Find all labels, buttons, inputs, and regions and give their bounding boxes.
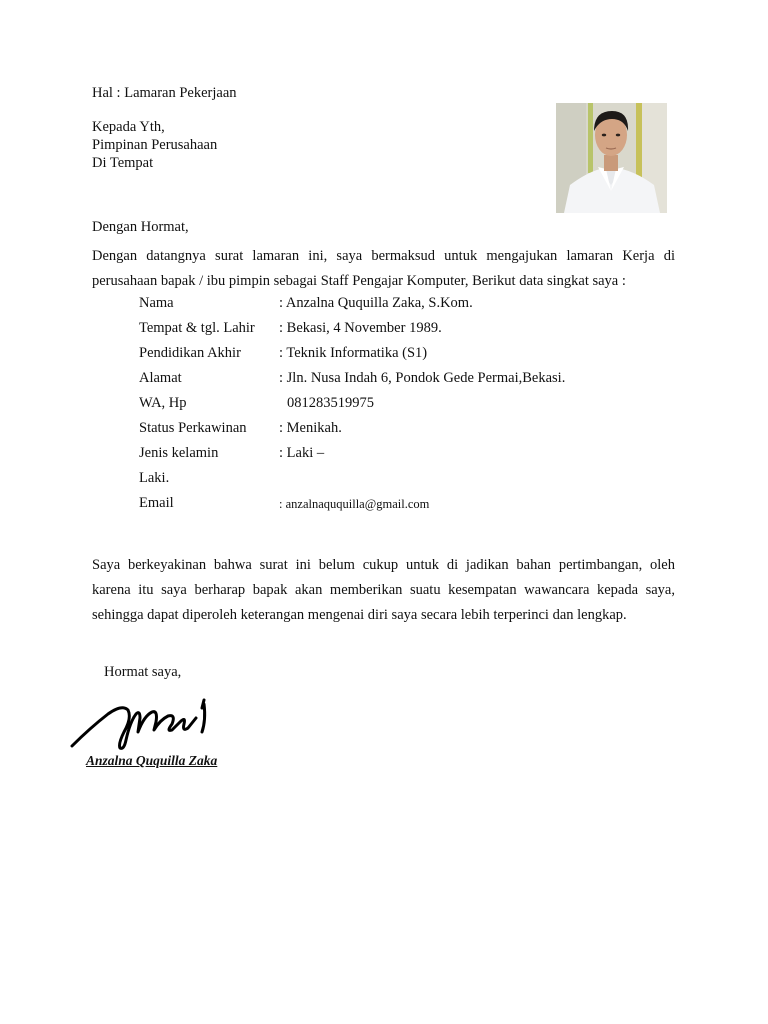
recipient-block [92, 118, 217, 172]
data-label: Alamat [139, 370, 182, 386]
handwritten-signature [68, 692, 218, 754]
data-label: Nama [139, 295, 174, 311]
recipient-line: Pimpinan Perusahaan [92, 137, 218, 153]
closing-line: sehingga dapat diperoleh keterangan mengenai diri saya secara lebih terperinci dan lengkap. [92, 607, 627, 623]
regards: Hormat saya, [104, 664, 182, 680]
data-value: 081283519975 [287, 395, 374, 411]
data-label: Laki. [139, 470, 170, 486]
data-value: : Jln. Nusa Indah 6, Pondok Gede Permai,Bekasi. [279, 370, 566, 386]
salutation: Dengan Hormat, [92, 219, 189, 235]
data-value: : anzalnaququilla@gmail.com [279, 497, 430, 511]
recipient-line: Kepada Yth, [92, 119, 165, 135]
intro-paragraph [92, 244, 675, 294]
letter-subject: Hal : Lamaran Pekerjaan [92, 85, 237, 101]
data-value: : Bekasi, 4 November 1989. [279, 320, 442, 336]
applicant-photo [556, 103, 667, 213]
signature-name: Anzalna Ququilla Zaka [86, 753, 218, 768]
data-label: Jenis kelamin [139, 445, 219, 461]
data-value: : Anzalna Ququilla Zaka, S.Kom. [279, 295, 473, 311]
data-value: : Laki – [279, 445, 325, 461]
data-label: Email [139, 495, 174, 511]
closing-line: karena itu saya berharap bapak akan memberikan suatu kesempatan wawancara kepada saya, [92, 582, 675, 598]
data-label: Pendidikan Akhir [139, 345, 241, 361]
data-value: : Teknik Informatika (S1) [279, 345, 428, 361]
data-label: Tempat & tgl. Lahir [139, 320, 255, 336]
recipient-line: Di Tempat [92, 155, 154, 171]
data-label: Status Perkawinan [139, 420, 247, 436]
closing-line: Saya berkeyakinan bahwa surat ini belum cukup untuk di jadikan bahan pertimbangan, oleh [92, 557, 675, 573]
intro-line: perusahaan bapak / ibu pimpin sebagai Staff Pengajar Komputer, Berikut data singkat saya : [92, 273, 626, 289]
data-label: WA, Hp [139, 395, 187, 411]
intro-line: Dengan datangnya surat lamaran ini, saya bermaksud untuk mengajukan lamaran Kerja di [92, 248, 675, 264]
data-value: : Menikah. [279, 420, 342, 436]
closing-paragraph [92, 553, 675, 628]
